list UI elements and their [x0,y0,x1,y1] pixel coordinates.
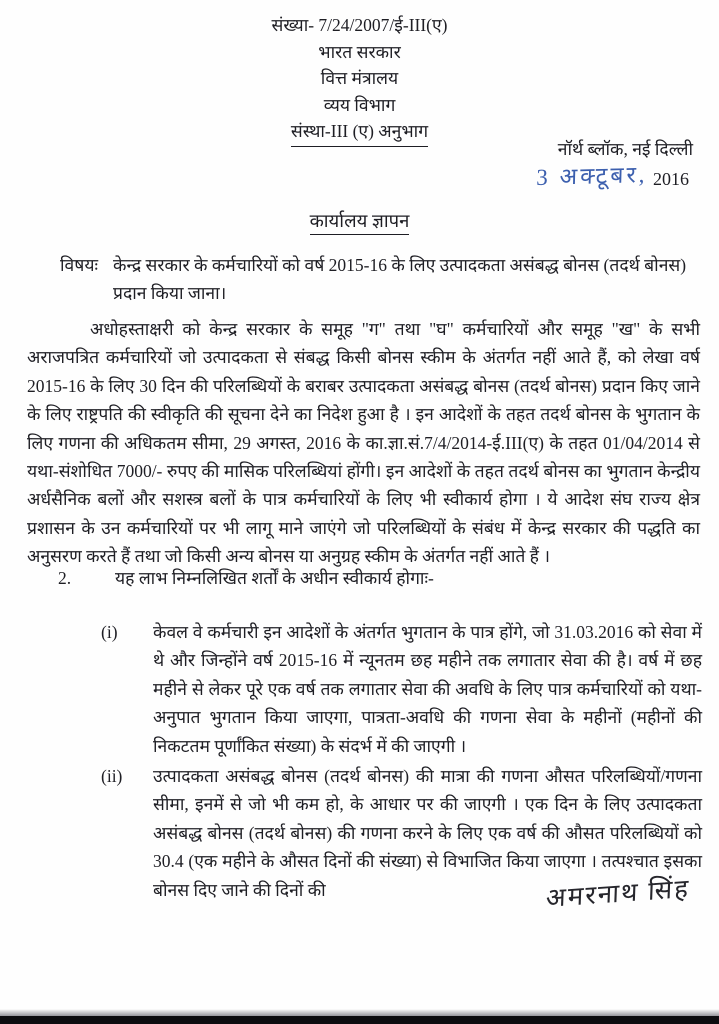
department-name: व्यय विभाग [323,94,396,115]
clause-2-intro: यह लाभ निम्नलिखित शर्तों के अधीन स्वीकार्य होगाः- [115,568,434,588]
sub-item-ii-text: उत्पादकता असंबद्ध बोनस (तदर्थ बोनस) की मात्रा की गणना औसत परिलब्धियों/गणना सीमा, इनमें से जो भी कम हो, के आधार पर की जाएगी । एक दिन के लिए उत्पादकता असंबद्ध बोनस (तदर्थ बोनस) की गणना करने के लिए एक वर्ष की औसत परिलब्धियों को 30.4 (एक महीने के औसत दिनों की संख्या) से विभाजित किया जाएगा । तत्पश्चात इसका बोनस दिए जाने की दिनों की [153,766,702,900]
scan-bottom-gray-edge [0,1009,719,1016]
letterhead [0,12,719,147]
scan-bottom-black-edge [0,1016,719,1024]
sub-item-i-text: केवल वे कर्मचारी इन आदेशों के अंतर्गत भुगतान के पात्र होंगे, जो 31.03.2016 को सेवा में थे और जिन्होंने वर्ष 2015-16 में न्यूनतम छह महीने तक लगातार सेवा की है। वर्ष में छह महीने से लेकर पूरे एक वर्ष तक लगातार सेवा की अवधि के लिए पात्र कर्मचारियों को यथा-अनुपात भुगतान किया जाएगा, पात्रता-अवधि की गणना सेवा के महीनों (महीनों की निकटतम पूर्णांकित संख्या) के संदर्भ में की जाएगी । [153,622,702,756]
clause-2-number: 2. [58,568,72,588]
sub-item-i-marker: (i) [101,622,118,642]
handwritten-date: 3 अक्टूबर, [535,162,648,190]
ministry-name: वित्त मंत्रालय [320,68,399,88]
paragraph-1: अधोहस्ताक्षरी को केन्द्र सरकार के समूह "ग" तथा "घ" कर्मचारियों और समूह "ख" के सभी अराजपत्रित कर्मचारियों जो उत्पादकता से संबद्ध किसी बोनस स्कीम के अंतर्गत नहीं आते हैं, को लेखा वर्ष 2015-16 के लिए 30 दिन की परिलब्धियों के बराबर उत्पादकता असंबद्ध बोनस (तदर्थ बोनस) प्रदान किए जाने के लिए राष्ट्रपति की स्वीकृति की सूचना देने का निदेश हुआ है । इन आदेशों के तहत तदर्थ बोनस के भुगतान के लिए गणना की अधिकतम सीमा, 29 अगस्त, 2016 के का.ज्ञा.सं.7/4/2014-ई.III(ए) के तहत 01/04/2014 से यथा-संशोधित 7000/- रुपए की मासिक परिलब्धियां होंगी। इन आदेशों के तहत तदर्थ बोनस का भुगतान केन्द्रीय अर्धसैनिक बलों और सशस्त्र बलों के पात्र कर्मचारियों के लिए भी स्वीकार्य होगा । ये आदेश संघ राज्य क्षेत्र प्रशासन के उन कर्मचारियों पर भी लागू माने जाएंगे जो परिलब्धियों के संबंध में केन्द्र सरकार की पद्धति का अनुसरण करते हैं तथा जो किसी अन्य बोनस या अनुग्रह स्कीम के अंतर्गत नहीं आते हैं । [27,319,700,567]
government-name: भारत सरकार [318,41,401,62]
subject-text: केन्द्र सरकार के कर्मचारियों को वर्ष 2015-16 के लिए उत्पादकता असंबद्ध बोनस (तदर्थ बोनस) प्रदान किया जाना। [113,255,687,303]
handwritten-signature: अमरनाथ सिंह [544,873,691,914]
date-year: 2016 [653,169,689,189]
document-title: कार्यालय ज्ञापन [0,208,719,235]
clause-2 [58,564,700,592]
place-line: नॉर्थ ब्लॉक, नई दिल्ली [557,139,693,159]
subject-block [60,251,700,307]
file-number: संख्या- 7/24/2007/ई-III(ए) [271,15,448,35]
sub-item-ii-marker: (ii) [101,766,123,786]
subject-label: विषयः [60,255,99,275]
sub-item-i [101,618,702,760]
section-name: संस्था-III (ए) अनुभाग [0,118,719,147]
date-line [536,160,689,192]
